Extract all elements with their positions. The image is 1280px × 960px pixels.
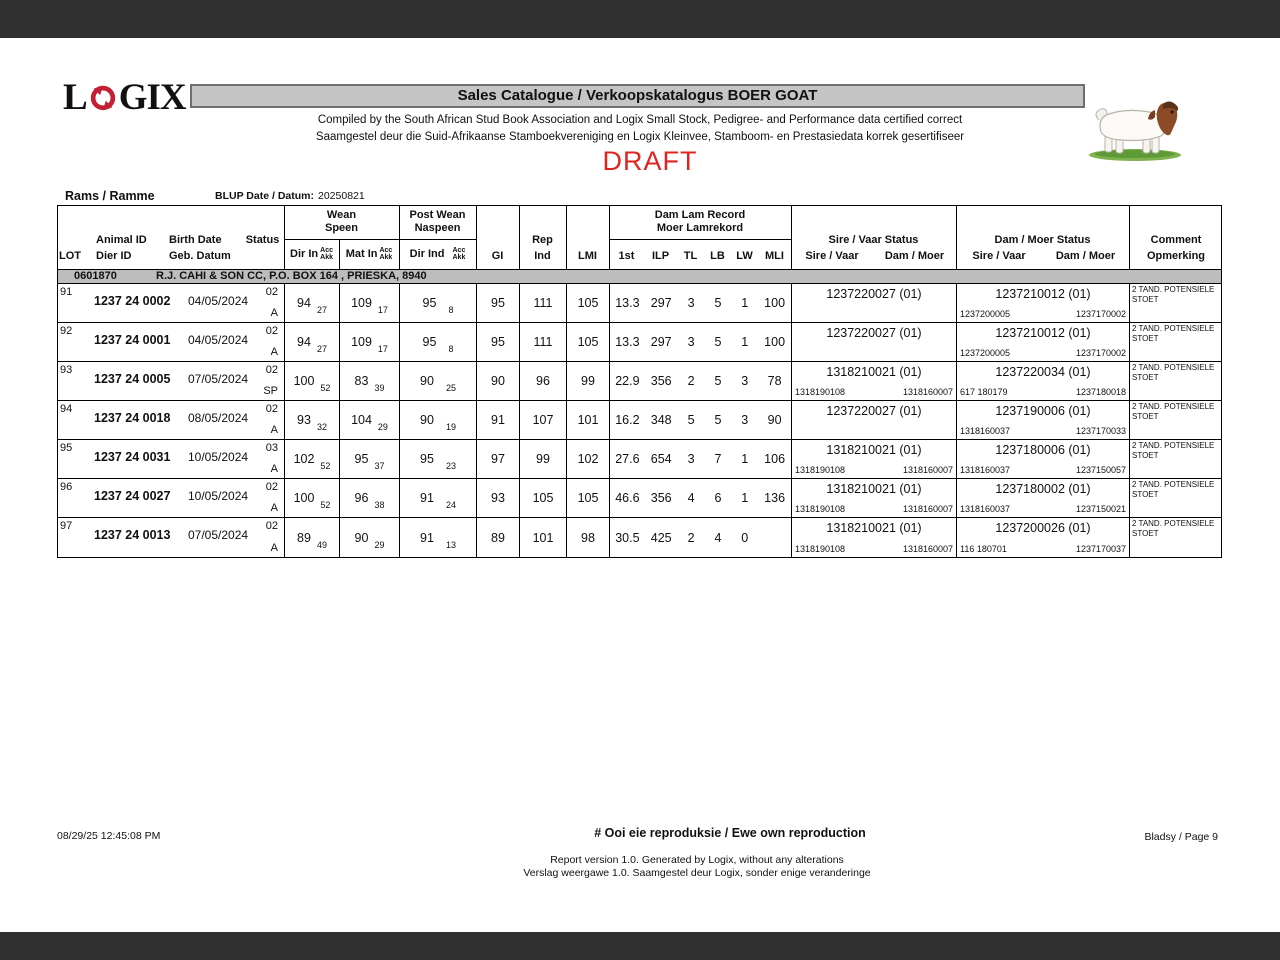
lmi-value: 105 — [566, 323, 609, 361]
status-value: 02 A — [265, 286, 278, 319]
birth-date: 07/05/2024 — [188, 528, 249, 542]
col-1st: 1st — [618, 250, 635, 262]
gi-value: 90 — [476, 362, 519, 400]
wean-mat-in: 109 17 — [339, 323, 399, 361]
lot-number: 92 — [60, 325, 73, 337]
birth-date: 08/05/2024 — [188, 411, 249, 425]
dam-lam-record: 13.3 297 3 5 1 100 — [609, 284, 791, 322]
rep-ind-value: 96 — [519, 362, 566, 400]
wean-mat-in: 96 38 — [339, 479, 399, 517]
status-value: 02 A — [265, 325, 278, 358]
footer-report-version-af: Verslag weergawe 1.0. Saamgestel deur Logix, sonder enige veranderinge — [523, 867, 871, 879]
catalogue-table — [57, 205, 1222, 558]
dam-lam-record: 22.9 356 2 5 3 78 — [609, 362, 791, 400]
animal-id: 1237 24 0013 — [94, 528, 171, 542]
rep-ind-value: 105 — [519, 479, 566, 517]
col-dam-sub-dam: Dam / Moer — [1055, 250, 1116, 262]
footer-datetime: 08/29/25 12:45:08 PM — [57, 830, 161, 842]
col-animal-id: Animal ID — [96, 234, 147, 246]
rep-ind-value: 111 — [519, 284, 566, 322]
col-ilp: ILP — [651, 250, 670, 262]
table-row — [58, 479, 1221, 518]
col-dam-sub-sire: Sire / Vaar — [972, 250, 1026, 262]
col-postwean-group: Post Wean Naspeen — [409, 209, 466, 234]
sire-status: 1237220027 (01) — [791, 284, 956, 322]
postwean-dir-ind: 90 19 — [399, 401, 476, 439]
status-value: 02 SP — [263, 364, 278, 397]
wean-mat-in: 83 39 — [339, 362, 399, 400]
lot-number: 94 — [60, 403, 73, 415]
sire-status: 1237220027 (01) — [791, 323, 956, 361]
gi-value: 91 — [476, 401, 519, 439]
gi-value: 93 — [476, 479, 519, 517]
status-value: 03 A — [265, 442, 278, 475]
comment: 2 TAND. POTENSIELE STOET — [1129, 479, 1223, 517]
col-dam-status: Dam / Moer Status — [994, 234, 1091, 246]
animal-id: 1237 24 0002 — [94, 294, 171, 308]
birth-date: 07/05/2024 — [188, 372, 249, 386]
col-rep: Rep — [532, 234, 553, 246]
col-ind: Ind — [534, 250, 551, 262]
col-geb-datum: Geb. Datum — [169, 250, 231, 262]
birth-date: 10/05/2024 — [188, 450, 249, 464]
lmi-value: 105 — [566, 479, 609, 517]
col-comment: Comment — [1150, 234, 1202, 246]
rep-ind-value: 101 — [519, 518, 566, 557]
col-sire-status: Sire / Vaar Status — [828, 234, 919, 246]
table-row — [58, 284, 1221, 323]
col-lot: LOT — [59, 250, 81, 262]
sire-status: 1318210021 (01) 1318190108 1318160007 — [791, 518, 956, 557]
comment: 2 TAND. POTENSIELE STOET — [1129, 440, 1223, 478]
animal-id: 1237 24 0018 — [94, 411, 171, 425]
wean-dir-in: 102 52 — [284, 440, 339, 478]
col-status: Status — [245, 234, 280, 246]
viewer-top-bar — [0, 0, 1280, 38]
lmi-value: 102 — [566, 440, 609, 478]
col-birth-date: Birth Date — [169, 234, 222, 246]
breeder-name: R.J. CAHI & SON CC, P.O. BOX 164 , PRIESKA, 8940 — [156, 270, 427, 282]
birth-date: 04/05/2024 — [188, 333, 249, 347]
section-title: Rams / Ramme — [65, 189, 155, 203]
footer-note: # Ooi eie reproduksie / Ewe own reproduction — [594, 826, 866, 840]
acc-akk-label: Acc Akk — [452, 247, 466, 261]
col-wean-group: Wean Speen — [324, 209, 358, 234]
table-row — [58, 440, 1221, 479]
lot-number: 97 — [60, 520, 73, 532]
wean-dir-in: 89 49 — [284, 518, 339, 557]
logo-o-swirl-icon — [88, 82, 118, 112]
comment: 2 TAND. POTENSIELE STOET — [1129, 518, 1223, 557]
col-lw: LW — [736, 250, 753, 262]
col-sire-sub-dam: Dam / Moer — [884, 250, 945, 262]
wean-dir-in: 93 32 — [284, 401, 339, 439]
birth-date: 04/05/2024 — [188, 294, 249, 308]
lot-number: 95 — [60, 442, 73, 454]
dam-lam-record: 13.3 297 3 5 1 100 — [609, 323, 791, 361]
wean-mat-in: 95 37 — [339, 440, 399, 478]
col-sire-sub-sire: Sire / Vaar — [805, 250, 859, 262]
blup-date-label: BLUP Date / Datum: — [215, 190, 314, 202]
lmi-value: 105 — [566, 284, 609, 322]
wean-mat-in: 104 29 — [339, 401, 399, 439]
gi-value: 89 — [476, 518, 519, 557]
wean-dir-in: 94 27 — [284, 284, 339, 322]
footer-page-number: Bladsy / Page 9 — [1144, 831, 1218, 843]
wean-mat-in: 90 29 — [339, 518, 399, 557]
blup-date — [215, 190, 365, 202]
col-gi: GI — [491, 250, 504, 262]
postwean-dir-ind: 95 8 — [399, 323, 476, 361]
rep-ind-value: 99 — [519, 440, 566, 478]
postwean-dir-ind: 91 13 — [399, 518, 476, 557]
lot-number: 96 — [60, 481, 73, 493]
table-row — [58, 323, 1221, 362]
dam-status: 1237180006 (01) 1318160037 1237150057 — [956, 440, 1129, 478]
status-value: 02 A — [265, 481, 278, 514]
acc-akk-label: Acc Akk — [320, 247, 333, 261]
col-lmi: LMI — [578, 250, 597, 262]
viewer-bottom-bar — [0, 932, 1280, 960]
animal-id: 1237 24 0027 — [94, 489, 171, 503]
wean-dir-in: 100 52 — [284, 362, 339, 400]
dam-lam-record: 30.5 425 2 4 0 — [609, 518, 791, 557]
col-mli: MLI — [765, 250, 784, 262]
status-value: 02 A — [265, 403, 278, 436]
postwean-dir-ind: 95 8 — [399, 284, 476, 322]
birth-date: 10/05/2024 — [188, 489, 249, 503]
animal-id: 1237 24 0031 — [94, 450, 171, 464]
col-mat-in: Mat In Acc Akk — [345, 247, 393, 261]
dam-lam-record: 46.6 356 4 6 1 136 — [609, 479, 791, 517]
rep-ind-value: 111 — [519, 323, 566, 361]
wean-mat-in: 109 17 — [339, 284, 399, 322]
lmi-value: 98 — [566, 518, 609, 557]
sire-status: 1318210021 (01) 1318190108 1318160007 — [791, 440, 956, 478]
logo-text-l: L — [63, 77, 87, 118]
postwean-dir-ind: 95 23 — [399, 440, 476, 478]
col-opmerking: Opmerking — [1146, 250, 1206, 262]
dam-status: 1237210012 (01) 1237200005 1237170002 — [956, 284, 1129, 322]
subtitle-english: Compiled by the South African Stud Book Association and Logix Small Stock, Pedigree- and Performance data certified correct — [317, 114, 963, 126]
sire-status: 1318210021 (01) 1318190108 1318160007 — [791, 479, 956, 517]
comment: 2 TAND. POTENSIELE STOET — [1129, 362, 1223, 400]
lmi-value: 99 — [566, 362, 609, 400]
col-dam-lam-record: Dam Lam Record Moer Lamrekord — [654, 209, 746, 234]
comment: 2 TAND. POTENSIELE STOET — [1129, 401, 1223, 439]
table-header — [58, 206, 1221, 269]
dam-status: 1237210012 (01) 1237200005 1237170002 — [956, 323, 1129, 361]
comment: 2 TAND. POTENSIELE STOET — [1129, 284, 1223, 322]
dam-lam-record: 27.6 654 3 7 1 106 — [609, 440, 791, 478]
sire-status: 1237220027 (01) — [791, 401, 956, 439]
col-tl: TL — [683, 250, 698, 262]
table-body — [58, 284, 1221, 557]
gi-value: 97 — [476, 440, 519, 478]
dam-lam-record: 16.2 348 5 5 3 90 — [609, 401, 791, 439]
lot-number: 91 — [60, 286, 73, 298]
col-lb: LB — [710, 250, 725, 262]
breeder-band — [58, 269, 1221, 284]
postwean-dir-ind: 91 24 — [399, 479, 476, 517]
boer-goat-image — [1085, 92, 1189, 162]
col-dir-ind: Dir Ind Acc Akk — [409, 247, 466, 261]
banner-title: Sales Catalogue / Verkoopskatalogus BOER GOAT — [190, 84, 1085, 108]
gi-value: 95 — [476, 284, 519, 322]
table-row — [58, 362, 1221, 401]
wean-dir-in: 100 52 — [284, 479, 339, 517]
blup-date-value: 20250821 — [318, 190, 365, 202]
draft-watermark: DRAFT — [602, 146, 698, 176]
gi-value: 95 — [476, 323, 519, 361]
col-dier-id: Dier ID — [96, 250, 132, 262]
dam-status: 1237190006 (01) 1318160037 1237170033 — [956, 401, 1129, 439]
logix-logo — [63, 76, 186, 119]
wean-dir-in: 94 27 — [284, 323, 339, 361]
animal-id: 1237 24 0001 — [94, 333, 171, 347]
table-row — [58, 401, 1221, 440]
logo-text-gix: GIX — [118, 77, 186, 118]
rep-ind-value: 107 — [519, 401, 566, 439]
status-value: 02 A — [265, 520, 278, 554]
animal-id: 1237 24 0005 — [94, 372, 171, 386]
dam-status: 1237220034 (01) 617 180179 1237180018 — [956, 362, 1129, 400]
postwean-dir-ind: 90 25 — [399, 362, 476, 400]
lmi-value: 101 — [566, 401, 609, 439]
dam-status: 1237180002 (01) 1318160037 1237150021 — [956, 479, 1129, 517]
acc-akk-label: Acc Akk — [379, 247, 393, 261]
sire-status: 1318210021 (01) 1318190108 1318160007 — [791, 362, 956, 400]
dam-status: 1237200026 (01) 116 180701 1237170037 — [956, 518, 1129, 557]
lot-number: 93 — [60, 364, 73, 376]
table-row — [58, 518, 1221, 557]
breeder-id: 0601870 — [74, 270, 117, 282]
subtitle-afrikaans: Saamgestel deur die Suid-Afrikaanse Stamboekvereniging en Logix Kleinvee, Stamboom- en Prestasiedata korrek gesertifiseer — [315, 131, 965, 143]
footer-report-version-en: Report version 1.0. Generated by Logix, without any alterations — [550, 854, 844, 866]
comment: 2 TAND. POTENSIELE STOET — [1129, 323, 1223, 361]
col-dir-in: Dir In Acc Akk — [290, 247, 333, 261]
